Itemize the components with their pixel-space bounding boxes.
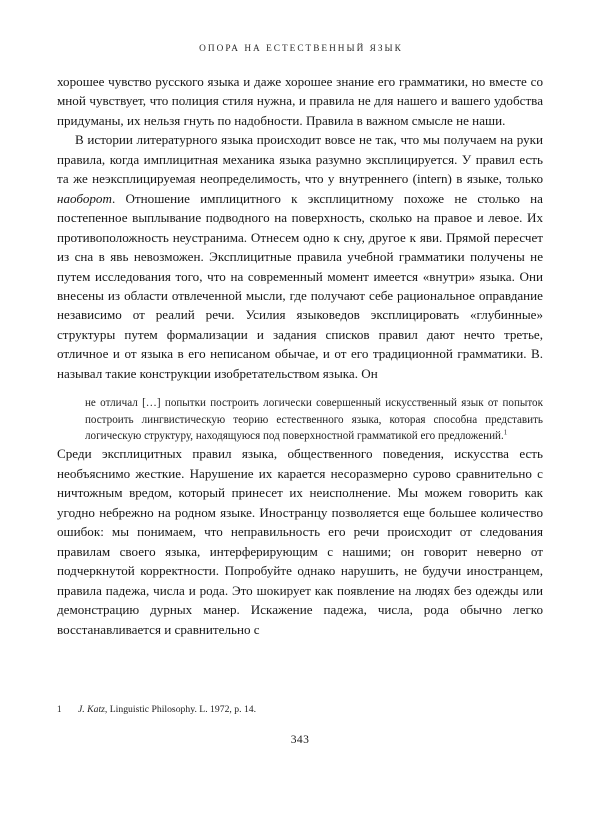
footnote-reference: , Linguistic Philosophy. L. 1972, p. 14.	[104, 704, 257, 715]
block-quotation	[85, 395, 543, 444]
running-head: ОПОРА НА ЕСТЕСТВЕННЫЙ ЯЗЫК	[199, 44, 403, 54]
footnote	[57, 702, 543, 717]
footnote-number: 1	[57, 704, 62, 714]
text-block	[57, 72, 543, 639]
paragraph-third: Среди эксплицитных правил языка, общественного поведения, искусства есть необъяснимо жесткие. Нарушение их карается несоразмерно сурово сравнительно с ничтожным вредом, который принесет их неисполнение. Мы можем говорить как угодно небрежно на родном языке. Иностранцу позволяется еще большее количество ошибок: мы понимаем, что неправильность его речи происходит от следования правилам своего языка, интерферирующим с нашими; он говорит неверно от подчеркнутой корректности. Попробуйте однако нарушить, не будучи иностранцем, правила падежа, числа и рода. Это шокирует как появление на людях без одежды или демонстрацию дурных манер. Искажение падежа, числа, рода обычно легко восстанавливается и сравнительно с	[57, 446, 543, 637]
page-number: 343	[290, 733, 310, 746]
footnote-author: J. Katz	[78, 704, 105, 715]
footnote-text	[78, 703, 543, 717]
paragraph-continued: хорошее чувство русского языка и даже хорошее знание его грамматики, но вместе со мной чувствует, что полиция стиля нужна, и правила не для нашего и вашего удобства придуманы, их нельзя гнуть по надобности. Правила в важном смысле не наши.	[57, 74, 543, 128]
paragraph-second-text-a: В истории литературного языка происходит вовсе не так, что мы получаем на руки правила, когда имплицитная механика языка разумно эксплицируется. У правил есть та же неэксплицируемая неопределимость, что у внутреннего (intern) в языке, только	[57, 132, 543, 187]
emphasis-naoborot: наоборот	[57, 190, 112, 206]
paragraph-second-text-b: . Отношение имплицитного к эксплицитному похоже не столько на постепенное выплывание подводного на поверхность, сколько на правое и левое. Их противоположность неустранима. Отнесем одно к сну, другое к яви. Прямой пересчет из сна в явь невозможен. Эксплицитные правила учебной грамматики получены не путем исследования того, что на современный момент имеется «внутри» языка. Они внесены из области отвлеченной мысли, где получают себе рациональное оправдание независимо от реалий речи. Усилия языковедов эксплицировать «глубинные» структуры путем формализации и задания списков правил дают нечто третье, отличное и от языка в его неписаном обычае, и от его традиционной грамматики. В. называл такие конструкции изобретательством языка. Он	[57, 190, 543, 381]
paragraph-second	[57, 130, 543, 383]
footnote-reference-marker[interactable]: 1	[503, 429, 508, 437]
block-quotation-text: не отличал […] попытки построить логически совершенный искусственный язык от попыток построить лингвистическую теорию естественного языка, которая способна представить логическую структуру, находящуюся под поверхностной грамматикой его предложений.	[85, 397, 543, 443]
block-quotation-paragraph	[85, 395, 543, 444]
